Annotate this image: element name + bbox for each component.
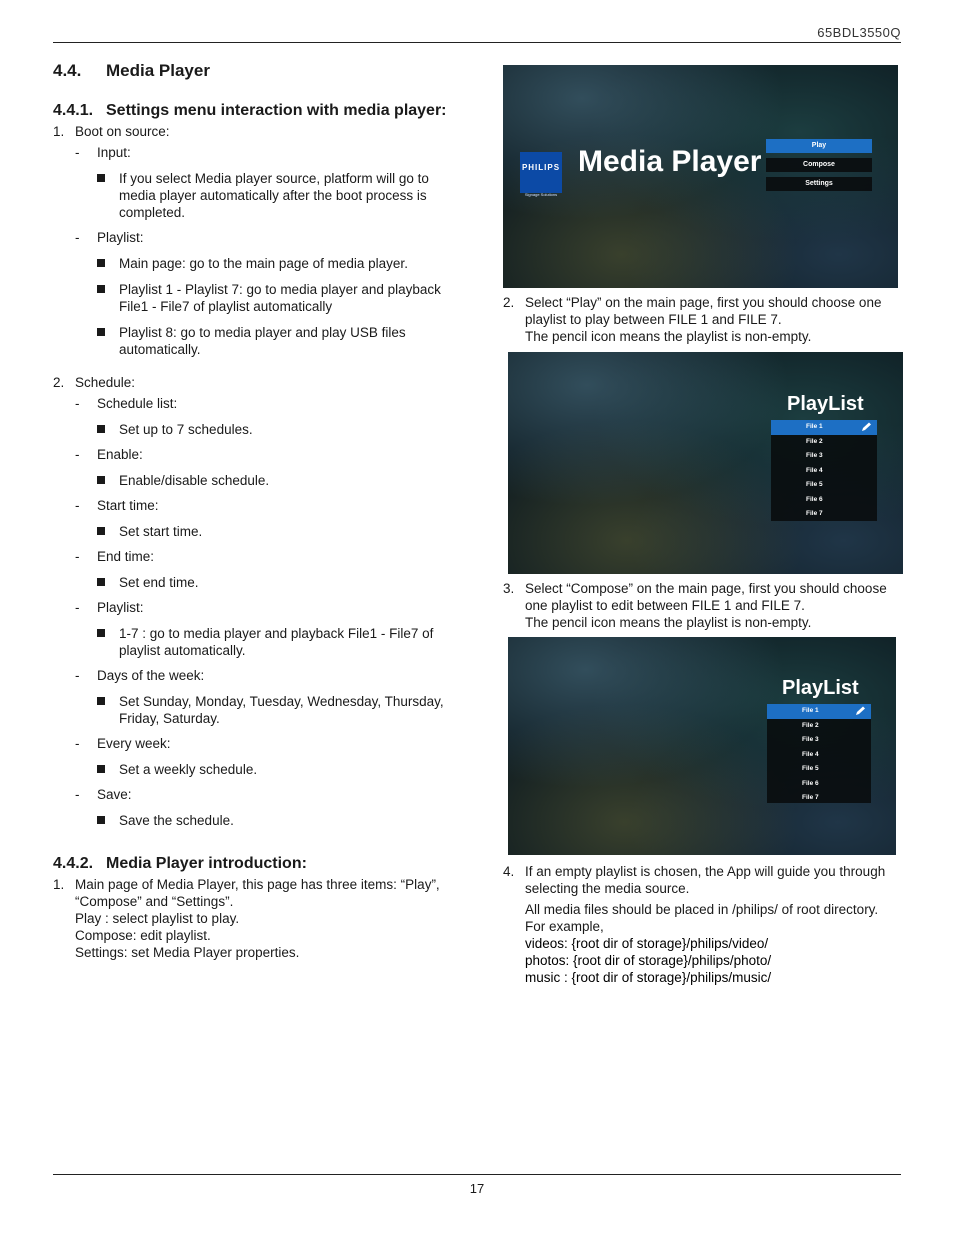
dash-label: Enable: (97, 447, 143, 462)
bullet-item (53, 170, 453, 221)
list-number: 2. (53, 375, 65, 390)
bullet-item (53, 574, 453, 591)
bullet-text: Set end time. (119, 575, 199, 590)
intro-line: Compose: edit playlist. (75, 928, 211, 943)
playlist-file-item[interactable]: File 5 (806, 481, 823, 488)
playlist-file-item[interactable]: File 7 (802, 794, 819, 801)
bullet-text: Main page: go to the main page of media player. (119, 256, 408, 271)
dash-label: Schedule list: (97, 396, 178, 411)
step-number: 3. (503, 581, 515, 596)
playlist-file-item[interactable]: File 2 (806, 437, 823, 445)
list-item (53, 876, 453, 961)
playlist-file-item[interactable]: File 6 (806, 495, 823, 503)
playlist-compose-screenshot (508, 637, 896, 855)
dash-item: - Every week: (75, 736, 171, 751)
dash-item: - Playlist: (75, 230, 144, 245)
section-heading (53, 62, 453, 79)
step-number: 4. (503, 864, 515, 879)
playlist-file-item[interactable]: File 2 (802, 721, 819, 729)
philips-logo (520, 152, 562, 197)
settings-button[interactable]: Settings (766, 177, 872, 191)
dash-label: Playlist: (97, 600, 144, 615)
playlist-title: PlayList (782, 677, 859, 699)
header-rule (53, 42, 901, 43)
bullet-item (53, 625, 453, 659)
bullet-text: Save the schedule. (119, 813, 234, 828)
bullet-item (53, 324, 453, 358)
playlist-title: PlayList (787, 393, 864, 415)
model-number: 65BDL3550Q (817, 25, 901, 40)
step-text (525, 580, 903, 631)
dash-label: End time: (97, 549, 155, 564)
left-column (53, 62, 453, 961)
list-label: Schedule: (75, 375, 136, 390)
bullet-text: Set Sunday, Monday, Tuesday, Wednesday, Thursday, Friday, Saturday. (119, 694, 444, 726)
path-line: music : {root dir of storage}/philips/music/ (525, 970, 772, 985)
step-item (503, 580, 903, 631)
main-menu (766, 139, 872, 196)
playlist-file-item[interactable]: File 7 (806, 510, 823, 517)
dash-label: Every week: (97, 736, 171, 751)
step-line: If an empty playlist is chosen, the App will guide you through selecting the media source. (525, 864, 886, 896)
path-line: videos: {root dir of storage}/philips/video/ (525, 936, 769, 951)
dash-item: - Save: (75, 787, 132, 802)
step-text (525, 863, 903, 986)
playlist-file-item[interactable]: File 3 (802, 736, 819, 743)
playlist-file-item[interactable]: File 1 (771, 420, 877, 435)
dash-label: Days of the week: (97, 668, 205, 683)
list-number: 1. (53, 124, 65, 139)
playlist-menu (771, 420, 877, 521)
bullet-item (53, 255, 453, 272)
step-text (525, 294, 903, 345)
bullet-text: Set start time. (119, 524, 203, 539)
pencil-icon (860, 422, 872, 432)
dash-label: Save: (97, 787, 132, 802)
dash-item: - Enable: (75, 447, 143, 462)
step-item (503, 294, 903, 345)
bullet-item (53, 761, 453, 778)
playlist-file-item[interactable]: File 4 (802, 750, 819, 758)
footer-rule (53, 1174, 901, 1175)
page-number: 17 (469, 1181, 485, 1196)
play-button[interactable]: Play (766, 139, 872, 153)
list-label: Boot on source: (75, 124, 170, 139)
subsection-number: 4.4.1. (53, 102, 94, 119)
step-line: Select “Play” on the main page, first you should choose one playlist to play between FILE 1 and FILE 7. (525, 295, 882, 327)
playlist-file-item[interactable]: File 5 (802, 765, 819, 772)
section-number: 4.4. (53, 61, 82, 80)
subsection-heading (53, 853, 453, 874)
logo-subtitle: Signage Solutions (524, 192, 558, 197)
intro-text (75, 876, 453, 961)
playlist-file-item[interactable]: File 6 (802, 779, 819, 787)
intro-line: Settings: set Media Player properties. (75, 945, 300, 960)
bullet-text: Set a weekly schedule. (119, 762, 258, 777)
list-number: 1. (53, 877, 65, 892)
dash-item: - Schedule list: (75, 396, 178, 411)
step-line: The pencil icon means the playlist is non-empty. (525, 615, 812, 630)
playlist-file-item[interactable]: File 3 (806, 452, 823, 459)
step-line: All media files should be placed in /philips/ of root directory. (525, 902, 879, 917)
playlist-file-item[interactable]: File 1 (767, 704, 871, 719)
bullet-item (53, 523, 453, 540)
dash-label: Start time: (97, 498, 159, 513)
pencil-icon (854, 706, 866, 716)
path-line: photos: {root dir of storage}/philips/photo/ (525, 953, 772, 968)
bullet-text: Set up to 7 schedules. (119, 422, 253, 437)
list-item (53, 123, 453, 140)
media-player-title: Media Player (578, 145, 762, 178)
intro-line: Main page of Media Player, this page has three items: “Play”, “Compose” and “Settings”. (75, 877, 440, 909)
bullet-text: 1-7 : go to media player and playback File1 - File7 of playlist automatically. (119, 626, 434, 658)
bullet-text: Playlist 8: go to media player and play USB files automatically. (119, 325, 406, 357)
playlist-menu (767, 704, 871, 803)
intro-line: Play : select playlist to play. (75, 911, 240, 926)
section-title: Media Player (106, 61, 210, 80)
list-item (53, 374, 453, 391)
step-number: 2. (503, 295, 515, 310)
subsection-number: 4.4.2. (53, 855, 94, 872)
dash-label: Input: (97, 145, 131, 160)
bullet-text: Enable/disable schedule. (119, 473, 270, 488)
dash-item: - End time: (75, 549, 155, 564)
dash-item: - Start time: (75, 498, 159, 513)
dash-item: - Days of the week: (75, 668, 205, 683)
bullet-item (53, 693, 453, 727)
subsection-title: Settings menu interaction with media player: (106, 102, 447, 119)
bullet-item (53, 812, 453, 829)
subsection-heading (53, 100, 453, 121)
logo-word: PHILIPS (521, 163, 561, 172)
playlist-play-screenshot (508, 352, 903, 574)
dash-item: - Playlist: (75, 600, 144, 615)
step-line: The pencil icon means the playlist is non-empty. (525, 329, 812, 344)
playlist-file-item[interactable]: File 4 (806, 466, 823, 474)
bullet-item (53, 421, 453, 438)
dash-label: Playlist: (97, 230, 144, 245)
step-line: For example, (525, 919, 604, 934)
dash-item: - Input: (75, 145, 131, 160)
bullet-text: If you select Media player source, platform will go to media player automatically after the boot process is completed. (119, 171, 429, 220)
media-player-screenshot (503, 65, 898, 288)
step-line: Select “Compose” on the main page, first you should choose one playlist to edit between FILE 1 and FILE 7. (525, 581, 887, 613)
step-item (503, 863, 903, 986)
subsection-title: Media Player introduction: (106, 855, 307, 872)
bullet-item (53, 472, 453, 489)
compose-button[interactable]: Compose (766, 158, 872, 172)
bullet-item (53, 281, 453, 315)
bullet-text: Playlist 1 - Playlist 7: go to media player and playback File1 - File7 of playlist automatically (119, 282, 441, 314)
